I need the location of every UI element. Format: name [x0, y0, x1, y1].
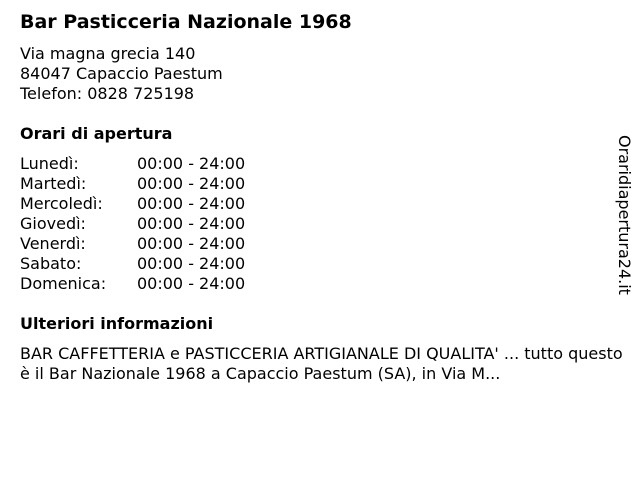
opening-hours-heading: Orari di apertura	[20, 124, 173, 143]
hours-row-wednesday	[20, 194, 280, 214]
business-address	[20, 44, 223, 104]
day-label: Martedì:	[20, 174, 87, 193]
more-info-text: BAR CAFFETTERIA e PASTICCERIA ARTIGIANALE DI QUALITA' ... tutto questo è il Bar Nazionale 1968 a Capaccio Paestum (SA), in Via M...	[20, 344, 623, 383]
day-label: Giovedì:	[20, 214, 86, 233]
hours-row-saturday	[20, 254, 280, 274]
time-range: 00:00 - 24:00	[137, 154, 246, 173]
hours-row-tuesday	[20, 174, 280, 194]
day-label: Lunedì:	[20, 154, 79, 173]
hours-row-sunday	[20, 274, 280, 294]
time-range: 00:00 - 24:00	[137, 274, 246, 293]
time-range: 00:00 - 24:00	[137, 174, 246, 193]
address-city: 84047 Capaccio Paestum	[20, 64, 223, 83]
time-range: 00:00 - 24:00	[137, 234, 246, 253]
hours-row-thursday	[20, 214, 280, 234]
time-range: 00:00 - 24:00	[137, 214, 246, 233]
opening-hours-list	[20, 154, 280, 294]
page-title: Bar Pasticceria Nazionale 1968	[20, 11, 352, 33]
day-label: Mercoledì:	[20, 194, 103, 213]
day-label: Domenica:	[20, 274, 107, 293]
day-label: Sabato:	[20, 254, 82, 273]
phone-number: Telefon: 0828 725198	[20, 84, 195, 103]
address-street: Via magna grecia 140	[20, 44, 196, 63]
site-watermark: Oraridiapertura24.it	[615, 135, 634, 295]
hours-row-monday	[20, 154, 280, 174]
day-label: Venerdì:	[20, 234, 86, 253]
time-range: 00:00 - 24:00	[137, 194, 246, 213]
time-range: 00:00 - 24:00	[137, 254, 246, 273]
more-info-heading: Ulteriori informazioni	[20, 314, 214, 333]
hours-row-friday	[20, 234, 280, 254]
